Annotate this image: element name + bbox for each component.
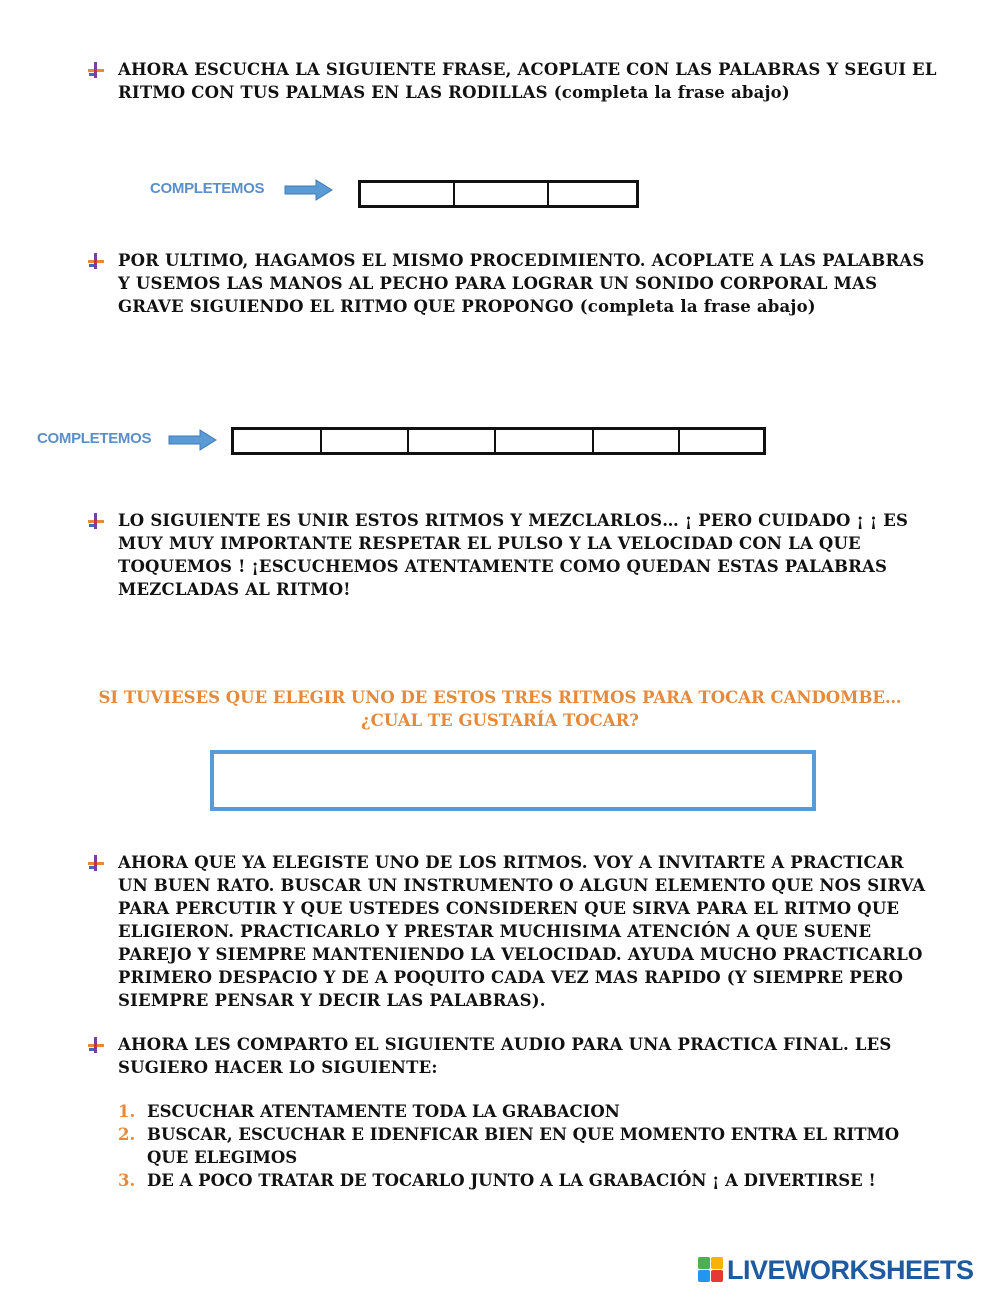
steps-list: [118, 1100, 938, 1192]
answer-cell[interactable]: [594, 430, 680, 452]
bullet-icon: [88, 1037, 104, 1053]
liveworksheets-logo: [698, 1254, 974, 1286]
answer-cell[interactable]: [496, 430, 594, 452]
step-text: BUSCAR, ESCUCHAR E IDENFICAR BIEN EN QUE MOMENTO ENTRA EL RITMO QUE ELEGIMOS: [147, 1125, 900, 1167]
question-line-2: ¿CUAL TE GUSTARÍA TOCAR?: [361, 711, 639, 730]
list-item: [118, 1123, 938, 1169]
instruction-text: POR ULTIMO, HAGAMOS EL MISMO PROCEDIMIENTO. ACOPLATE A LAS PALABRAS Y USEMOS LAS MANOS AL PECHO PARA LOGRAR UN SONIDO CORPORAL MAS GRAVE SIGUIENDO EL RITMO QUE PROPONGO: [118, 251, 925, 316]
instruction-text: LO SIGUIENTE ES UNIR ESTOS RITMOS Y MEZCLARLOS… ¡ PERO CUIDADO ¡ ¡ ES MUY MUY IMPORTANTE RESPETAR EL PULSO Y LA VELOCIDAD CON LA QUE TOQUEMOS ! ¡ESCUCHEMOS ATENTAMENTE COMO QUEDAN ESTAS PALABRAS MEZCLADAS AL RITMO!: [118, 511, 909, 599]
completemos-label: COMPLETEMOS: [150, 180, 265, 197]
list-item: [118, 1169, 938, 1192]
instruction-1: [88, 58, 938, 104]
answer-cell[interactable]: [680, 430, 763, 452]
instruction-3: [88, 509, 938, 601]
step-text: ESCUCHAR ATENTAMENTE TODA LA GRABACION: [147, 1102, 620, 1121]
answer-cell[interactable]: [361, 183, 455, 205]
instruction-text: AHORA QUE YA ELEGISTE UNO DE LOS RITMOS. VOY A INVITARTE A PRACTICAR UN BUEN RATO. BUSCAR UN INSTRUMENTO O ALGUN ELEMENTO QUE NOS SIRVA PARA PERCUTIR Y QUE USTEDES CONSIDEREN QUE SIRVA PARA EL RITMO QUE ELIGIERON. PRACTICARLO Y PRESTAR MUCHISIMA ATENCIÓN A QUE SUENE PAREJO Y SIEMPRE MANTENIENDO LA VELOCIDAD. AYUDA MUCHO PRACTICARLO PRIMERO DESPACIO Y DE A POQUITO CADA VEZ MAS RAPIDO (Y SIEMPRE PERO SIEMPRE PENSAR Y DECIR LAS PALABRAS).: [118, 853, 926, 1010]
answer-cell[interactable]: [322, 430, 409, 452]
bullet-icon: [88, 855, 104, 871]
logo-blocks-icon: [698, 1257, 724, 1283]
answer-row-1: [358, 180, 639, 208]
step-text: DE A POCO TRATAR DE TOCARLO JUNTO A LA GRABACIÓN ¡ A DIVERTIRSE !: [147, 1171, 876, 1190]
arrow-right-icon: [284, 178, 334, 202]
instruction-5: [88, 1033, 938, 1079]
bullet-icon: [88, 513, 104, 529]
bullet-icon: [88, 253, 104, 269]
logo-text: LIVEWORKSHEETS: [727, 1254, 974, 1285]
completemos-label: COMPLETEMOS: [37, 430, 152, 447]
arrow-right-icon: [168, 428, 218, 452]
answer-cell[interactable]: [234, 430, 322, 452]
instruction-4: [88, 851, 938, 1012]
step-number: 1.: [118, 1102, 136, 1121]
question-heading: [60, 686, 940, 732]
instruction-2: [88, 249, 938, 318]
list-item: [118, 1100, 938, 1123]
answer-row-2: [231, 427, 766, 455]
instruction-hint: (completa la frase abajo): [553, 83, 790, 102]
answer-text-box[interactable]: [210, 750, 816, 811]
answer-cell[interactable]: [409, 430, 496, 452]
answer-cell[interactable]: [455, 183, 549, 205]
bullet-icon: [88, 62, 104, 78]
answer-cell[interactable]: [549, 183, 636, 205]
step-number: 2.: [118, 1125, 136, 1144]
instruction-hint: (completa la frase abajo): [579, 297, 816, 316]
step-number: 3.: [118, 1171, 136, 1190]
instruction-text: AHORA LES COMPARTO EL SIGUIENTE AUDIO PARA UNA PRACTICA FINAL. LES SUGIERO HACER LO SIGUIENTE:: [118, 1035, 892, 1077]
instruction-text: AHORA ESCUCHA LA SIGUIENTE FRASE, ACOPLATE CON LAS PALABRAS Y SEGUI EL RITMO CON TUS PALMAS EN LAS RODILLAS: [118, 60, 937, 102]
question-line-1: SI TUVIESES QUE ELEGIR UNO DE ESTOS TRES RITMOS PARA TOCAR CANDOMBE…: [98, 688, 902, 707]
